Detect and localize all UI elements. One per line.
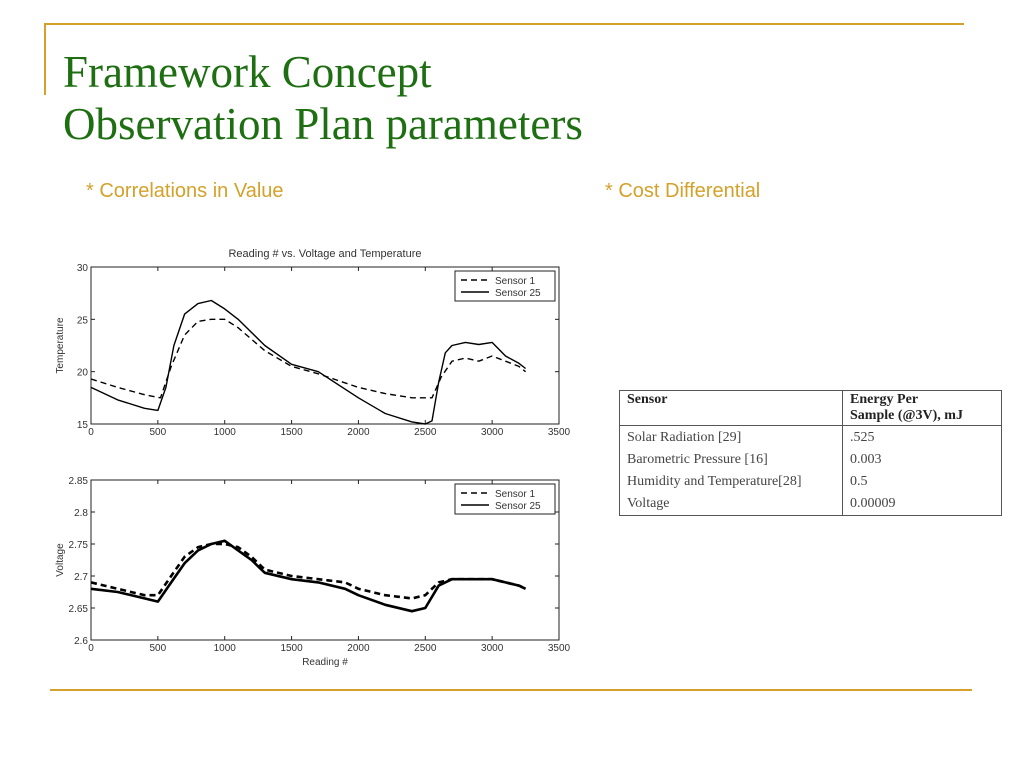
- series-line: [91, 301, 526, 425]
- header-sensor: Sensor: [620, 391, 843, 426]
- y-tick-label: 25: [76, 315, 88, 327]
- row-energy: 0.00009: [843, 493, 1002, 516]
- y-tick-label: 20: [76, 367, 88, 379]
- bottom-rule: [50, 689, 972, 691]
- row-sensor: Solar Radiation [29]: [620, 426, 843, 450]
- row-energy: 0.5: [843, 471, 1002, 493]
- y-tick-label: 2.6: [74, 636, 88, 647]
- row-sensor: Voltage: [620, 493, 843, 516]
- row-sensor: Humidity and Temperature[28]: [620, 471, 843, 493]
- bullet-cost: * Cost Differential: [605, 180, 761, 202]
- x-axis-label: Reading #: [302, 657, 348, 668]
- temperature-chart: [44, 240, 584, 435]
- chart-title: Reading # vs. Voltage and Temperature: [228, 248, 422, 260]
- series-line: [91, 319, 526, 398]
- x-tick-label: 0: [88, 427, 94, 435]
- y-tick-label: 15: [76, 420, 88, 431]
- title-line-1: Framework Concept: [63, 47, 432, 97]
- x-tick-label: 3500: [547, 643, 571, 654]
- y-tick-label: 2.85: [68, 476, 88, 487]
- x-tick-label: 500: [149, 643, 167, 654]
- y-tick-label: 2.75: [68, 540, 88, 551]
- slide-title: [63, 46, 583, 150]
- voltage-chart: [44, 470, 584, 685]
- x-tick-label: 3000: [481, 427, 504, 435]
- table-row: [620, 471, 1002, 493]
- y-tick-label: 2.7: [74, 572, 88, 583]
- table-row: [620, 493, 1002, 516]
- header-energy-line1: Energy Per: [850, 392, 919, 407]
- table-header-row: [620, 391, 1002, 426]
- table-row: [620, 426, 1002, 450]
- x-tick-label: 2000: [347, 427, 370, 435]
- top-rule: [44, 23, 964, 25]
- row-energy: 0.003: [843, 449, 1002, 471]
- x-tick-label: 2500: [414, 427, 437, 435]
- header-energy-line2: Sample (@3V), mJ: [850, 408, 963, 423]
- x-tick-label: 0: [88, 643, 94, 654]
- header-energy: [843, 391, 1002, 426]
- x-tick-label: 2000: [347, 643, 370, 654]
- legend-label: Sensor 1: [495, 489, 536, 500]
- series-line: [91, 541, 526, 611]
- x-tick-label: 1000: [213, 427, 236, 435]
- title-line-2: Observation Plan parameters: [63, 99, 583, 149]
- y-tick-label: 30: [76, 263, 88, 274]
- x-tick-label: 500: [149, 427, 167, 435]
- x-tick-label: 3500: [547, 427, 571, 435]
- table-row: [620, 449, 1002, 471]
- y-tick-label: 2.8: [74, 508, 88, 519]
- legend-label: Sensor 1: [495, 276, 536, 287]
- legend-label: Sensor 25: [495, 501, 541, 512]
- x-tick-label: 1500: [280, 427, 303, 435]
- chart-legend: [455, 484, 555, 514]
- chart-legend: [455, 271, 555, 301]
- row-energy: .525: [843, 426, 1002, 450]
- legend-label: Sensor 25: [495, 288, 541, 299]
- energy-table: [619, 390, 1002, 516]
- bullet-correlations: * Correlations in Value: [86, 180, 284, 202]
- y-tick-label: 2.65: [68, 604, 88, 615]
- x-tick-label: 3000: [481, 643, 504, 654]
- y-axis-label: Voltage: [55, 543, 66, 577]
- left-rule: [44, 23, 46, 95]
- row-sensor: Barometric Pressure [16]: [620, 449, 843, 471]
- series-line: [91, 544, 526, 598]
- x-tick-label: 1500: [280, 643, 303, 654]
- x-tick-label: 2500: [414, 643, 437, 654]
- y-axis-label: Temperature: [55, 317, 66, 374]
- x-tick-label: 1000: [213, 643, 236, 654]
